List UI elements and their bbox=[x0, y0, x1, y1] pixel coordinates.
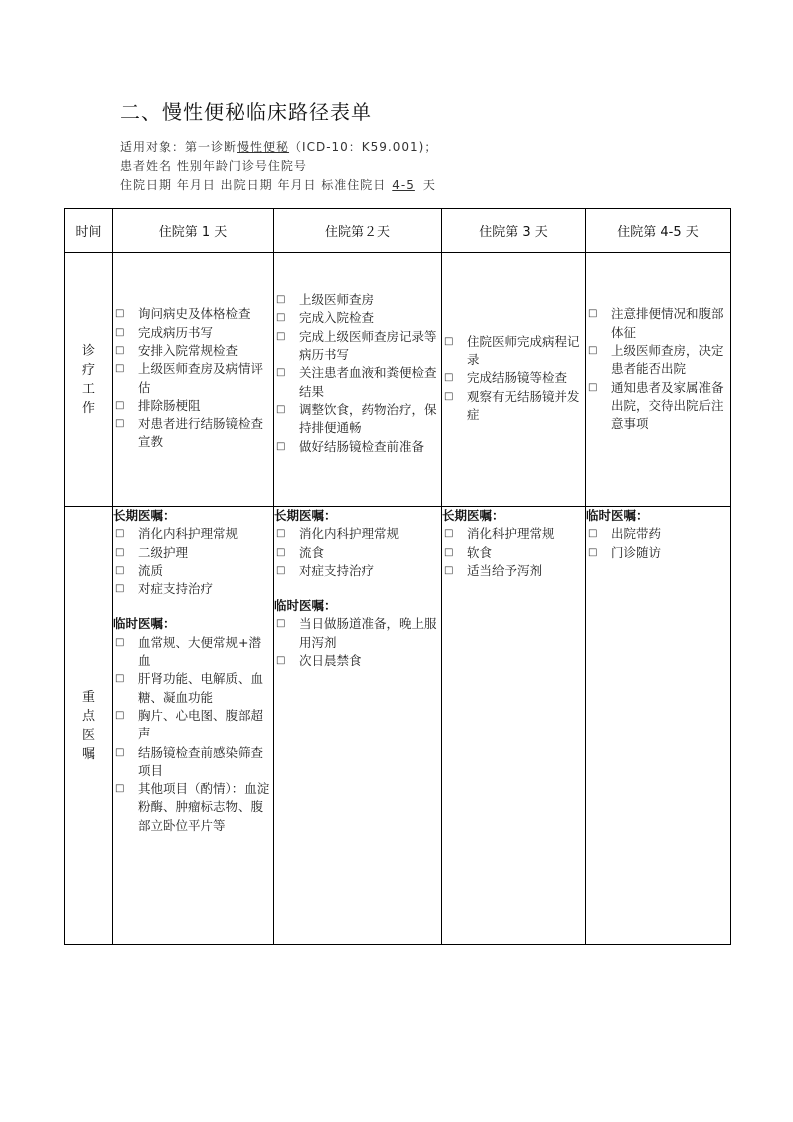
header-day1: 住院第 1 天 bbox=[113, 209, 274, 253]
orders-day45-cell bbox=[586, 507, 731, 945]
checkbox-icon: □ bbox=[444, 335, 454, 347]
checklist-item bbox=[113, 544, 273, 562]
label-char: 工 bbox=[81, 381, 95, 397]
long-term-orders-title: 长期医嘱： bbox=[274, 508, 337, 523]
checklist-item bbox=[274, 309, 441, 327]
checklist-item-text: 出院带药 bbox=[611, 526, 662, 542]
checklist-item-text: 消化科护理常规 bbox=[467, 526, 555, 542]
label-char: 作 bbox=[81, 400, 95, 416]
checklist-item-text: 调整饮食，药物治疗，保持排便通畅 bbox=[299, 401, 437, 436]
checklist-item-text: 完成病历书写 bbox=[138, 324, 214, 340]
checkbox-icon: □ bbox=[276, 564, 286, 576]
checklist-item bbox=[274, 652, 441, 670]
orders-row-label bbox=[65, 507, 113, 945]
checkbox-icon: □ bbox=[115, 709, 125, 721]
checkbox-icon: □ bbox=[588, 308, 598, 320]
applicable-object-prefix: 适用对象：第一诊断 bbox=[120, 140, 238, 154]
checklist-item bbox=[274, 544, 441, 562]
checklist-item bbox=[442, 369, 585, 387]
checklist-item bbox=[274, 401, 441, 438]
checklist-item-text: 消化内科护理常规 bbox=[138, 526, 239, 542]
checklist-item-text: 血常规、大便常规+潜血 bbox=[138, 634, 261, 669]
label-char: 点 bbox=[81, 708, 95, 724]
checklist-item bbox=[113, 415, 273, 452]
checkbox-icon: □ bbox=[115, 636, 125, 648]
admission-dates-line bbox=[120, 176, 436, 193]
checkbox-icon: □ bbox=[444, 528, 454, 540]
checklist-item bbox=[586, 525, 730, 543]
standard-stay-days: 4-5 bbox=[392, 178, 415, 192]
days-unit: 天 bbox=[422, 178, 436, 192]
work-day3-list bbox=[442, 333, 585, 424]
checkbox-icon: □ bbox=[115, 308, 125, 320]
checklist-item-text: 完成结肠镜等检查 bbox=[467, 370, 568, 386]
checkbox-icon: □ bbox=[276, 618, 286, 630]
checklist-item bbox=[113, 580, 273, 598]
checkbox-icon: □ bbox=[115, 399, 125, 411]
checklist-item-text: 询问病史及体格检查 bbox=[138, 306, 251, 322]
checkbox-icon: □ bbox=[115, 564, 125, 576]
checklist-item bbox=[586, 379, 730, 434]
checkbox-icon: □ bbox=[444, 372, 454, 384]
temporary-orders-title: 临时医嘱： bbox=[274, 598, 337, 614]
checklist-item-text: 当日做肠道准备，晚上服用泻剂 bbox=[299, 616, 437, 650]
checklist-item-text: 上级医师查房，决定患者能否出院 bbox=[611, 343, 724, 377]
checklist-item bbox=[442, 333, 585, 370]
checkbox-icon: □ bbox=[115, 528, 125, 540]
checkbox-icon: □ bbox=[588, 546, 598, 558]
checkbox-icon: □ bbox=[276, 546, 286, 558]
icd-code: （ICD-10：K59.001)； bbox=[289, 140, 438, 154]
checkbox-icon: □ bbox=[588, 528, 598, 540]
orders-day1-cell bbox=[113, 507, 274, 945]
form-title: 二、慢性便秘临床路径表单 bbox=[120, 100, 372, 124]
admission-dates-text: 住院日期 年月日 出院日期 年月日 标准住院日 bbox=[120, 178, 387, 192]
checklist-item-text: 门诊随访 bbox=[611, 544, 662, 560]
checkbox-icon: □ bbox=[115, 673, 125, 685]
checklist-item bbox=[274, 438, 441, 456]
checkbox-icon: □ bbox=[115, 783, 125, 795]
checklist-item bbox=[442, 388, 585, 425]
checkbox-icon: □ bbox=[115, 344, 125, 356]
work-day3-cell bbox=[442, 253, 586, 507]
checklist-item-text: 胸片、心电图、腹部超声 bbox=[138, 707, 264, 742]
checkbox-icon: □ bbox=[276, 312, 286, 324]
checklist-item-text: 关注患者血液和粪便检查结果 bbox=[299, 365, 437, 399]
checklist-item-text: 二级护理 bbox=[138, 544, 189, 560]
checklist-item-text: 通知患者及家属准备出院，交待出院后注意事项 bbox=[611, 379, 724, 432]
clinical-pathway-table bbox=[64, 208, 731, 945]
label-char: 疗 bbox=[81, 362, 95, 378]
checklist-item-text: 流质 bbox=[138, 562, 164, 578]
applicable-object-line bbox=[120, 138, 437, 155]
checklist-item-text: 做好结肠镜检查前准备 bbox=[299, 438, 425, 454]
checklist-item bbox=[442, 544, 585, 562]
checklist-item-text: 消化内科护理常规 bbox=[299, 526, 400, 542]
header-row bbox=[65, 209, 731, 253]
checklist-item-text: 完成上级医师查房记录等病历书写 bbox=[299, 328, 437, 363]
checklist-item-text: 完成入院检查 bbox=[299, 310, 375, 326]
checklist-item bbox=[113, 562, 273, 580]
checklist-item bbox=[274, 562, 441, 580]
checklist-item bbox=[113, 707, 273, 744]
checklist-item-text: 对症支持治疗 bbox=[138, 581, 214, 597]
checklist-item bbox=[586, 342, 730, 379]
checkbox-icon: □ bbox=[276, 655, 286, 667]
checklist-item bbox=[586, 305, 730, 342]
checklist-item-text: 安排入院常规检查 bbox=[138, 342, 239, 358]
temporary-orders-title: 临时医嘱： bbox=[586, 508, 649, 523]
checklist-item-text: 上级医师查房 bbox=[299, 292, 375, 308]
checklist-item bbox=[113, 324, 273, 342]
checkbox-icon: □ bbox=[115, 326, 125, 338]
orders-row bbox=[65, 507, 731, 945]
checkbox-icon: □ bbox=[115, 583, 125, 595]
checklist-item bbox=[113, 342, 273, 360]
patient-info-line bbox=[120, 157, 307, 174]
work-day2-cell bbox=[274, 253, 442, 507]
checklist-item-text: 其他项目（酌情）：血淀粉酶、肿瘤标志物、腹部立卧位平片等 bbox=[138, 781, 270, 833]
header-day45: 住院第 4-5 天 bbox=[586, 209, 731, 253]
work-day45-cell bbox=[586, 253, 731, 507]
checkbox-icon: □ bbox=[115, 746, 125, 758]
checkbox-icon: □ bbox=[115, 363, 125, 375]
checklist-item bbox=[274, 328, 441, 365]
patient-info-text: 患者姓名 性别年龄门诊号住院号 bbox=[120, 159, 307, 173]
long-term-orders-title: 长期医嘱： bbox=[113, 508, 176, 523]
checklist-item-text: 上级医师查房及病情评估 bbox=[138, 361, 264, 395]
header-day3: 住院第 3 天 bbox=[442, 209, 586, 253]
checklist-item-text: 流食 bbox=[299, 544, 325, 560]
checklist-item-text: 排除肠梗阻 bbox=[138, 397, 201, 413]
checklist-item-text: 注意排便情况和腹部体征 bbox=[611, 306, 724, 340]
checklist-item-text: 观察有无结肠镜并发症 bbox=[467, 388, 580, 422]
label-char: 重 bbox=[81, 689, 95, 705]
checklist-item bbox=[274, 615, 441, 652]
long-term-orders-title: 长期医嘱： bbox=[442, 508, 505, 523]
checkbox-icon: □ bbox=[444, 546, 454, 558]
checklist-item-text: 适当给予泻剂 bbox=[467, 562, 543, 578]
work-day45-list bbox=[586, 305, 730, 433]
checkbox-icon: □ bbox=[588, 381, 598, 393]
diagnosis-name: 慢性便秘 bbox=[237, 140, 290, 154]
checklist-item bbox=[113, 305, 273, 323]
checklist-item bbox=[113, 360, 273, 397]
orders-day3-long-list bbox=[442, 525, 585, 580]
work-day1-list bbox=[113, 305, 273, 451]
checklist-item bbox=[113, 634, 273, 671]
checklist-item bbox=[113, 744, 273, 781]
checklist-item-text: 对患者进行结肠镜检查宣教 bbox=[138, 416, 264, 450]
checkbox-icon: □ bbox=[276, 330, 286, 342]
checkbox-icon: □ bbox=[115, 546, 125, 558]
orders-day1-temp-list bbox=[113, 634, 273, 835]
checklist-item bbox=[274, 364, 441, 401]
checklist-item-text: 次日晨禁食 bbox=[299, 653, 362, 669]
checkbox-icon: □ bbox=[444, 564, 454, 576]
checklist-item bbox=[442, 562, 585, 580]
checklist-item bbox=[274, 291, 441, 309]
orders-day1-long-list bbox=[113, 525, 273, 598]
orders-day45-temp-list bbox=[586, 525, 730, 562]
checkbox-icon: □ bbox=[276, 367, 286, 379]
checklist-item bbox=[113, 670, 273, 707]
checklist-item bbox=[442, 525, 585, 543]
checkbox-icon: □ bbox=[444, 390, 454, 402]
orders-day3-cell bbox=[442, 507, 586, 945]
work-row bbox=[65, 253, 731, 507]
orders-day2-cell bbox=[274, 507, 442, 945]
orders-day2-temp-list bbox=[274, 615, 441, 670]
checkbox-icon: □ bbox=[276, 294, 286, 306]
label-char: 嘱 bbox=[81, 746, 95, 762]
checkbox-icon: □ bbox=[276, 440, 286, 452]
checklist-item-text: 住院医师完成病程记录 bbox=[467, 333, 580, 368]
checklist-item bbox=[113, 780, 273, 835]
checklist-item bbox=[113, 397, 273, 415]
temporary-orders-title: 临时医嘱： bbox=[113, 616, 176, 632]
checklist-item bbox=[586, 544, 730, 562]
checklist-item-text: 软食 bbox=[467, 544, 493, 560]
header-time: 时间 bbox=[65, 209, 113, 253]
checklist-item-text: 肝肾功能、电解质、血糖、凝血功能 bbox=[138, 671, 264, 705]
checklist-item bbox=[274, 525, 441, 543]
work-day1-cell bbox=[113, 253, 274, 507]
checklist-item bbox=[113, 525, 273, 543]
work-row-label bbox=[65, 253, 113, 507]
label-char: 医 bbox=[81, 727, 95, 743]
checkbox-icon: □ bbox=[276, 403, 286, 415]
checkbox-icon: □ bbox=[588, 345, 598, 357]
work-day2-list bbox=[274, 291, 441, 456]
checklist-item-text: 结肠镜检查前感染筛查项目 bbox=[138, 744, 264, 778]
checkbox-icon: □ bbox=[115, 418, 125, 430]
checkbox-icon: □ bbox=[276, 528, 286, 540]
orders-day2-long-list bbox=[274, 525, 441, 580]
header-day2: 住院第２天 bbox=[274, 209, 442, 253]
label-char: 诊 bbox=[81, 343, 95, 359]
checklist-item-text: 对症支持治疗 bbox=[299, 562, 375, 578]
